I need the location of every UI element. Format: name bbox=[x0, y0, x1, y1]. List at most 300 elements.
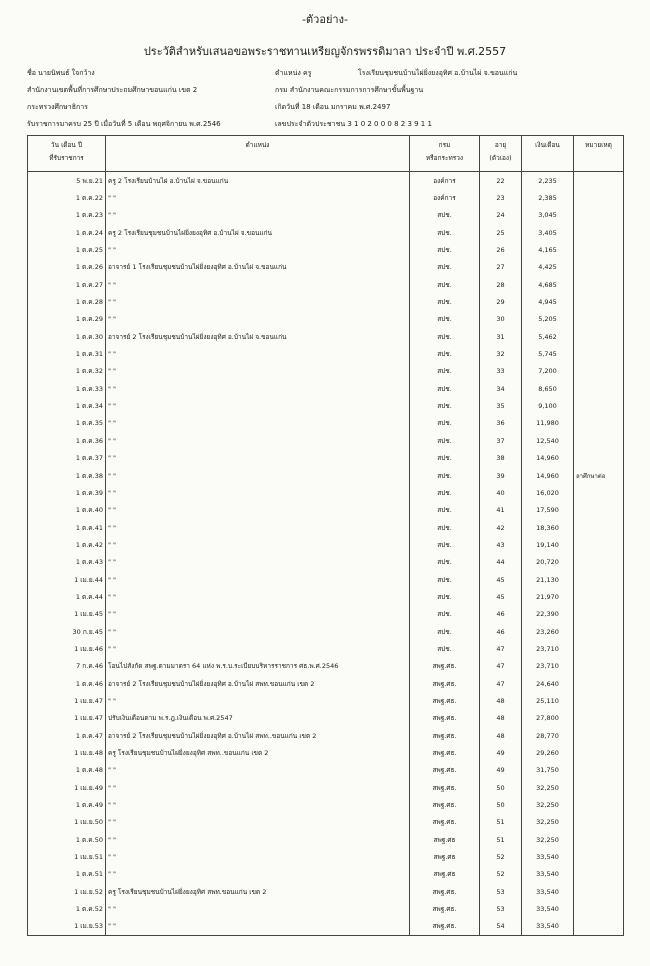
position-cell: " " bbox=[106, 796, 410, 813]
remark-cell bbox=[574, 675, 624, 692]
position-cell: " " bbox=[106, 397, 410, 414]
date-cell: 1 ต.ค.47 bbox=[28, 727, 106, 744]
table-row bbox=[28, 189, 624, 206]
position-cell: " " bbox=[106, 762, 410, 779]
position-cell: " " bbox=[106, 276, 410, 293]
salary-cell: 17,590 bbox=[522, 502, 574, 519]
remark-cell bbox=[574, 502, 624, 519]
position-cell: " " bbox=[106, 866, 410, 883]
service-record-table bbox=[27, 135, 624, 936]
age-cell: 24 bbox=[480, 207, 522, 224]
person-position: ตำแหน่ง ครู bbox=[275, 69, 312, 77]
remark-cell bbox=[574, 831, 624, 848]
table-row bbox=[28, 363, 624, 380]
position-cell: " " bbox=[106, 554, 410, 571]
salary-cell: 16,020 bbox=[522, 484, 574, 501]
person-department: กรม สำนักงานคณะกรรมการการศึกษาขั้นพื้นฐาน bbox=[275, 86, 424, 94]
table-row bbox=[28, 345, 624, 362]
remark-cell bbox=[574, 363, 624, 380]
salary-cell: 14,960 bbox=[522, 450, 574, 467]
remark-cell bbox=[574, 588, 624, 605]
salary-cell: 4,685 bbox=[522, 276, 574, 293]
department-cell: สปช. bbox=[410, 502, 480, 519]
salary-cell: 3,405 bbox=[522, 224, 574, 241]
salary-cell: 9,100 bbox=[522, 397, 574, 414]
header-age: อายุ (ตัวเอง) bbox=[480, 136, 522, 172]
age-cell: 40 bbox=[480, 484, 522, 501]
person-ministry: กระทรวงศึกษาธิการ bbox=[27, 103, 88, 111]
salary-cell: 2,385 bbox=[522, 189, 574, 206]
department-cell: สพฐ.ศธ. bbox=[410, 744, 480, 761]
sample-label: -ตัวอย่าง- bbox=[302, 13, 348, 26]
remark-cell bbox=[574, 727, 624, 744]
department-cell: สปช. bbox=[410, 224, 480, 241]
age-cell: 37 bbox=[480, 432, 522, 449]
department-cell: สปช. bbox=[410, 397, 480, 414]
age-cell: 47 bbox=[480, 658, 522, 675]
department-cell: สพฐ.ศธ bbox=[410, 866, 480, 883]
age-cell: 49 bbox=[480, 744, 522, 761]
header-department: กรม หรือกระทรวง bbox=[410, 136, 480, 172]
department-cell: สปช. bbox=[410, 519, 480, 536]
age-cell: 51 bbox=[480, 831, 522, 848]
remark-cell bbox=[574, 796, 624, 813]
remark-cell bbox=[574, 554, 624, 571]
date-cell: 7 ก.ค.46 bbox=[28, 658, 106, 675]
date-cell: 1 ต.ค.40 bbox=[28, 502, 106, 519]
table-row bbox=[28, 467, 624, 484]
department-cell: สพฐ.ศธ. bbox=[410, 796, 480, 813]
date-cell: 1 ต.ค.33 bbox=[28, 380, 106, 397]
table-row bbox=[28, 727, 624, 744]
age-cell: 48 bbox=[480, 692, 522, 709]
position-cell: " " bbox=[106, 519, 410, 536]
table-row bbox=[28, 675, 624, 692]
table-row bbox=[28, 276, 624, 293]
table-row bbox=[28, 918, 624, 936]
position-cell: " " bbox=[106, 415, 410, 432]
remark-cell bbox=[574, 571, 624, 588]
position-cell: ครู โรงเรียนชุมชนบ้านไผ่ยิ่งยงอุทิศ สพท..ขอนแก่น เขต 2 bbox=[106, 744, 410, 761]
position-cell: " " bbox=[106, 207, 410, 224]
salary-cell: 33,540 bbox=[522, 883, 574, 900]
table-row bbox=[28, 241, 624, 258]
department-cell: สปช. bbox=[410, 293, 480, 310]
age-cell: 30 bbox=[480, 311, 522, 328]
age-cell: 39 bbox=[480, 467, 522, 484]
table-row bbox=[28, 259, 624, 276]
salary-cell: 11,980 bbox=[522, 415, 574, 432]
department-cell: สปช. bbox=[410, 311, 480, 328]
position-cell: " " bbox=[106, 380, 410, 397]
table-row bbox=[28, 536, 624, 553]
department-cell: สปช. bbox=[410, 415, 480, 432]
position-cell: " " bbox=[106, 623, 410, 640]
age-cell: 53 bbox=[480, 883, 522, 900]
table-row bbox=[28, 814, 624, 831]
position-cell: " " bbox=[106, 814, 410, 831]
remark-cell bbox=[574, 606, 624, 623]
date-cell: 1 เม.ย.45 bbox=[28, 606, 106, 623]
age-cell: 52 bbox=[480, 866, 522, 883]
date-cell: 1 ต.ค.24 bbox=[28, 224, 106, 241]
department-cell: สปช. bbox=[410, 259, 480, 276]
remark-cell bbox=[574, 640, 624, 657]
salary-cell: 32,250 bbox=[522, 814, 574, 831]
department-cell: สปช. bbox=[410, 380, 480, 397]
date-cell: 1 ต.ค.48 bbox=[28, 762, 106, 779]
salary-cell: 28,770 bbox=[522, 727, 574, 744]
age-cell: 51 bbox=[480, 814, 522, 831]
department-cell: สปช. bbox=[410, 345, 480, 362]
department-cell: สปช. bbox=[410, 554, 480, 571]
department-cell: สปช. bbox=[410, 588, 480, 605]
age-cell: 47 bbox=[480, 640, 522, 657]
age-cell: 50 bbox=[480, 796, 522, 813]
document-title: ประวัติสำหรับเสนอขอพระราชทานเหรียญจักรพรรดิมาลา ประจำปี พ.ศ.2557 bbox=[143, 45, 507, 58]
department-cell: สปช. bbox=[410, 536, 480, 553]
table-row bbox=[28, 450, 624, 467]
department-cell: สปช. bbox=[410, 571, 480, 588]
salary-cell: 24,640 bbox=[522, 675, 574, 692]
position-cell: " " bbox=[106, 536, 410, 553]
position-cell: อาจารย์ 2 โรงเรียนชุมชนบ้านไผ่ยิ่งยงอุทิศ อ.บ้านไผ่ สพท..ขอนแก่น เขต 2 bbox=[106, 727, 410, 744]
date-cell: 1 เม.ย.48 bbox=[28, 744, 106, 761]
remark-cell: ลาศึกษาต่อ bbox=[574, 467, 624, 484]
table-row bbox=[28, 519, 624, 536]
table-row bbox=[28, 397, 624, 414]
table-row bbox=[28, 415, 624, 432]
department-cell: สปช. bbox=[410, 623, 480, 640]
salary-cell: 3,045 bbox=[522, 207, 574, 224]
age-cell: 28 bbox=[480, 276, 522, 293]
department-cell: สพฐ.ศธ. bbox=[410, 710, 480, 727]
salary-cell: 33,540 bbox=[522, 866, 574, 883]
date-cell: 1 ต.ค.23 bbox=[28, 207, 106, 224]
department-cell: องค์การ bbox=[410, 189, 480, 206]
salary-cell: 4,425 bbox=[522, 259, 574, 276]
date-cell: 1 ต.ค.37 bbox=[28, 450, 106, 467]
remark-cell bbox=[574, 536, 624, 553]
date-cell: 1 เม.ย.46 bbox=[28, 640, 106, 657]
table-row bbox=[28, 554, 624, 571]
person-name: ชื่อ นายนิพนธ์ ใจกว้าง bbox=[27, 69, 95, 77]
table-row bbox=[28, 866, 624, 883]
age-cell: 23 bbox=[480, 189, 522, 206]
remark-cell bbox=[574, 900, 624, 917]
remark-cell bbox=[574, 172, 624, 190]
age-cell: 27 bbox=[480, 259, 522, 276]
position-cell: " " bbox=[106, 241, 410, 258]
remark-cell bbox=[574, 397, 624, 414]
salary-cell: 27,800 bbox=[522, 710, 574, 727]
department-cell: สพฐ.ศธ. bbox=[410, 675, 480, 692]
remark-cell bbox=[574, 311, 624, 328]
remark-cell bbox=[574, 918, 624, 936]
table-row bbox=[28, 658, 624, 675]
age-cell: 22 bbox=[480, 172, 522, 190]
department-cell: สปช. bbox=[410, 640, 480, 657]
age-cell: 36 bbox=[480, 415, 522, 432]
position-cell: " " bbox=[106, 450, 410, 467]
date-cell: 1 ต.ค.22 bbox=[28, 189, 106, 206]
date-cell: 1 ต.ค.44 bbox=[28, 588, 106, 605]
date-cell: 1 ต.ค.36 bbox=[28, 432, 106, 449]
remark-cell bbox=[574, 692, 624, 709]
remark-cell bbox=[574, 207, 624, 224]
table-row bbox=[28, 484, 624, 501]
position-cell: " " bbox=[106, 831, 410, 848]
person-id-number: เลขประจำตัวประชาชน 3 1 0 2 0 0 0 8 2 3 9 1 1 bbox=[275, 120, 432, 128]
age-cell: 45 bbox=[480, 571, 522, 588]
table-row bbox=[28, 311, 624, 328]
remark-cell bbox=[574, 380, 624, 397]
salary-cell: 12,540 bbox=[522, 432, 574, 449]
header-date: วัน เดือน ปี ที่รับราชการ bbox=[28, 136, 106, 172]
remark-cell bbox=[574, 866, 624, 883]
date-cell: 1 เม.ย.49 bbox=[28, 779, 106, 796]
remark-cell bbox=[574, 623, 624, 640]
salary-cell: 7,200 bbox=[522, 363, 574, 380]
salary-cell: 20,720 bbox=[522, 554, 574, 571]
department-cell: สปช. bbox=[410, 450, 480, 467]
salary-cell: 32,250 bbox=[522, 796, 574, 813]
table-row bbox=[28, 224, 624, 241]
department-cell: สพฐ.ศธ. bbox=[410, 692, 480, 709]
remark-cell bbox=[574, 658, 624, 675]
remark-cell bbox=[574, 189, 624, 206]
age-cell: 48 bbox=[480, 727, 522, 744]
age-cell: 38 bbox=[480, 450, 522, 467]
date-cell: 1 ต.ค.52 bbox=[28, 900, 106, 917]
date-cell: 5 พ.ย.21 bbox=[28, 172, 106, 190]
salary-cell: 32,250 bbox=[522, 779, 574, 796]
salary-cell: 21,970 bbox=[522, 588, 574, 605]
date-cell: 1 ต.ค.29 bbox=[28, 311, 106, 328]
table-row bbox=[28, 588, 624, 605]
salary-cell: 2,235 bbox=[522, 172, 574, 190]
salary-cell: 22,390 bbox=[522, 606, 574, 623]
remark-cell bbox=[574, 484, 624, 501]
table-row bbox=[28, 207, 624, 224]
salary-cell: 14,960 bbox=[522, 467, 574, 484]
position-cell: " " bbox=[106, 571, 410, 588]
date-cell: 1 เม.ย.44 bbox=[28, 571, 106, 588]
date-cell: 1 ต.ค.30 bbox=[28, 328, 106, 345]
remark-cell bbox=[574, 779, 624, 796]
department-cell: สพฐ.ศธ bbox=[410, 848, 480, 865]
date-cell: 1 เม.ย.47 bbox=[28, 710, 106, 727]
department-cell: สพฐ.ศธ. bbox=[410, 883, 480, 900]
date-cell: 1 ต.ค.39 bbox=[28, 484, 106, 501]
department-cell: สปช. bbox=[410, 484, 480, 501]
position-cell: " " bbox=[106, 467, 410, 484]
table-header-row bbox=[28, 136, 624, 172]
salary-cell: 32,250 bbox=[522, 831, 574, 848]
age-cell: 52 bbox=[480, 848, 522, 865]
salary-cell: 5,745 bbox=[522, 345, 574, 362]
person-school: โรงเรียนชุมชนบ้านไผ่ยิ่งยงอุทิศ อ.บ้านไผ่ จ.ขอนแก่น bbox=[358, 69, 518, 77]
salary-cell: 23,710 bbox=[522, 658, 574, 675]
salary-cell: 5,205 bbox=[522, 311, 574, 328]
position-cell: " " bbox=[106, 345, 410, 362]
table-row bbox=[28, 848, 624, 865]
department-cell: สปช. bbox=[410, 241, 480, 258]
department-cell: สพฐ.ศธ. bbox=[410, 658, 480, 675]
date-cell: 1 ต.ค.32 bbox=[28, 363, 106, 380]
position-cell: " " bbox=[106, 588, 410, 605]
position-cell: ปรับเงินเดือนตาม พ.ร.ฎ.เงินเดือน พ.ศ.2547 bbox=[106, 710, 410, 727]
remark-cell bbox=[574, 293, 624, 310]
table-row bbox=[28, 640, 624, 657]
remark-cell bbox=[574, 814, 624, 831]
department-cell: สพฐ.ศธ. bbox=[410, 918, 480, 936]
remark-cell bbox=[574, 848, 624, 865]
position-cell: " " bbox=[106, 640, 410, 657]
position-cell: " " bbox=[106, 779, 410, 796]
department-cell: สพฐ.ศธ. bbox=[410, 900, 480, 917]
date-cell: 1 ต.ค.43 bbox=[28, 554, 106, 571]
table-row bbox=[28, 623, 624, 640]
date-cell: 1 ต.ค.27 bbox=[28, 276, 106, 293]
table-row bbox=[28, 883, 624, 900]
age-cell: 46 bbox=[480, 606, 522, 623]
age-cell: 34 bbox=[480, 380, 522, 397]
department-cell: สปช. bbox=[410, 467, 480, 484]
date-cell: 1 เม.ย.47 bbox=[28, 692, 106, 709]
table-row bbox=[28, 900, 624, 917]
position-cell: " " bbox=[106, 432, 410, 449]
age-cell: 54 bbox=[480, 918, 522, 936]
department-cell: สพฐ.ศธ. bbox=[410, 814, 480, 831]
table-row bbox=[28, 762, 624, 779]
age-cell: 45 bbox=[480, 588, 522, 605]
date-cell: 1 เม.ย.50 bbox=[28, 814, 106, 831]
date-cell: 1 ต.ค.41 bbox=[28, 519, 106, 536]
date-cell: 1 ต.ค.50 bbox=[28, 831, 106, 848]
remark-cell bbox=[574, 345, 624, 362]
remark-cell bbox=[574, 519, 624, 536]
age-cell: 32 bbox=[480, 345, 522, 362]
remark-cell bbox=[574, 328, 624, 345]
remark-cell bbox=[574, 241, 624, 258]
date-cell: 1 ต.ค.38 bbox=[28, 467, 106, 484]
date-cell: 1 ต.ค.46 bbox=[28, 675, 106, 692]
salary-cell: 29,260 bbox=[522, 744, 574, 761]
date-cell: 30 ก.ย.45 bbox=[28, 623, 106, 640]
person-birth: เกิดวันที่ 18 เดือน มกราคม พ.ศ.2497 bbox=[275, 103, 391, 111]
salary-cell: 31,750 bbox=[522, 762, 574, 779]
age-cell: 33 bbox=[480, 363, 522, 380]
table-row bbox=[28, 606, 624, 623]
salary-cell: 33,540 bbox=[522, 848, 574, 865]
remark-cell bbox=[574, 450, 624, 467]
table-row bbox=[28, 744, 624, 761]
remark-cell bbox=[574, 744, 624, 761]
age-cell: 50 bbox=[480, 779, 522, 796]
salary-cell: 25,110 bbox=[522, 692, 574, 709]
salary-cell: 8,650 bbox=[522, 380, 574, 397]
position-cell: " " bbox=[106, 293, 410, 310]
age-cell: 43 bbox=[480, 536, 522, 553]
position-cell: " " bbox=[106, 484, 410, 501]
table-row bbox=[28, 380, 624, 397]
age-cell: 29 bbox=[480, 293, 522, 310]
salary-cell: 33,540 bbox=[522, 918, 574, 936]
salary-cell: 19,140 bbox=[522, 536, 574, 553]
position-cell: โอนไปสังกัด สพฐ.ตามมาตรา 64 แห่ง พ.ร.บ.ระเบียบบริหารราชการ ศธ.พ.ศ.2546 bbox=[106, 658, 410, 675]
date-cell: 1 ต.ค.42 bbox=[28, 536, 106, 553]
date-cell: 1 ต.ค.31 bbox=[28, 345, 106, 362]
salary-cell: 23,260 bbox=[522, 623, 574, 640]
date-cell: 1 ต.ค.26 bbox=[28, 259, 106, 276]
header-position: ตำแหน่ง bbox=[106, 136, 410, 172]
position-cell: " " bbox=[106, 918, 410, 936]
remark-cell bbox=[574, 762, 624, 779]
position-cell: " " bbox=[106, 502, 410, 519]
position-cell: อาจารย์ 2 โรงเรียนชุมชนบ้านไผ่ยิ่งยงอุทิศ อ.บ้านไผ่ สพท.ขอนแก่น เขต 2 bbox=[106, 675, 410, 692]
position-cell: ครู โรงเรียนชุมชนบ้านไผ่ยิ่งยงอุทิศ สพท.ขอนแก่น เขต 2 bbox=[106, 883, 410, 900]
age-cell: 26 bbox=[480, 241, 522, 258]
age-cell: 53 bbox=[480, 900, 522, 917]
date-cell: 1 เม.ย.53 bbox=[28, 918, 106, 936]
position-cell: ครู 2 โรงเรียนชุมชนบ้านไผ่ยิ่งยงอุทิศ อ.บ้านไผ่ จ.ขอนแก่น bbox=[106, 224, 410, 241]
date-cell: 1 ต.ค.35 bbox=[28, 415, 106, 432]
remark-cell bbox=[574, 259, 624, 276]
date-cell: 1 ต.ค.25 bbox=[28, 241, 106, 258]
table-row bbox=[28, 293, 624, 310]
header-remark: หมายเหตุ bbox=[574, 136, 624, 172]
person-office: สำนักงานเขตพื้นที่การศึกษาประถมศึกษาขอนแก่น เขต 2 bbox=[27, 86, 198, 94]
salary-cell: 33,540 bbox=[522, 900, 574, 917]
header-salary: เงินเดือน bbox=[522, 136, 574, 172]
position-cell: ครู 2 โรงเรียนบ้านไผ่ อ.บ้านไผ่ จ.ขอนแก่น bbox=[106, 172, 410, 190]
department-cell: สปช. bbox=[410, 432, 480, 449]
position-cell: " " bbox=[106, 692, 410, 709]
department-cell: สปช. bbox=[410, 328, 480, 345]
age-cell: 49 bbox=[480, 762, 522, 779]
remark-cell bbox=[574, 224, 624, 241]
table-row bbox=[28, 831, 624, 848]
table-row bbox=[28, 779, 624, 796]
age-cell: 25 bbox=[480, 224, 522, 241]
remark-cell bbox=[574, 276, 624, 293]
table-body bbox=[28, 172, 624, 936]
department-cell: สปช. bbox=[410, 276, 480, 293]
person-service-years: รับราชการมาครบ 25 ปี เมื่อวันที่ 5 เดือน พฤศจิกายน พ.ศ.2546 bbox=[27, 120, 221, 128]
position-cell: " " bbox=[106, 900, 410, 917]
table-row bbox=[28, 432, 624, 449]
age-cell: 31 bbox=[480, 328, 522, 345]
table-row bbox=[28, 571, 624, 588]
position-cell: " " bbox=[106, 189, 410, 206]
position-cell: " " bbox=[106, 606, 410, 623]
department-cell: องค์การ bbox=[410, 172, 480, 190]
date-cell: 1 เม.ย.52 bbox=[28, 883, 106, 900]
department-cell: สปช. bbox=[410, 606, 480, 623]
age-cell: 35 bbox=[480, 397, 522, 414]
table-row bbox=[28, 328, 624, 345]
position-cell: " " bbox=[106, 848, 410, 865]
table-row bbox=[28, 692, 624, 709]
department-cell: สพฐ.ศธ. bbox=[410, 779, 480, 796]
salary-cell: 21,130 bbox=[522, 571, 574, 588]
date-cell: 1 ต.ค.49 bbox=[28, 796, 106, 813]
position-cell: " " bbox=[106, 363, 410, 380]
position-cell: อาจารย์ 2 โรงเรียนชุมชนบ้านไผ่ยิ่งยงอุทิศ อ.บ้านไผ่ จ.ขอนแก่น bbox=[106, 328, 410, 345]
department-cell: สพฐ.ศธ. bbox=[410, 727, 480, 744]
age-cell: 48 bbox=[480, 710, 522, 727]
